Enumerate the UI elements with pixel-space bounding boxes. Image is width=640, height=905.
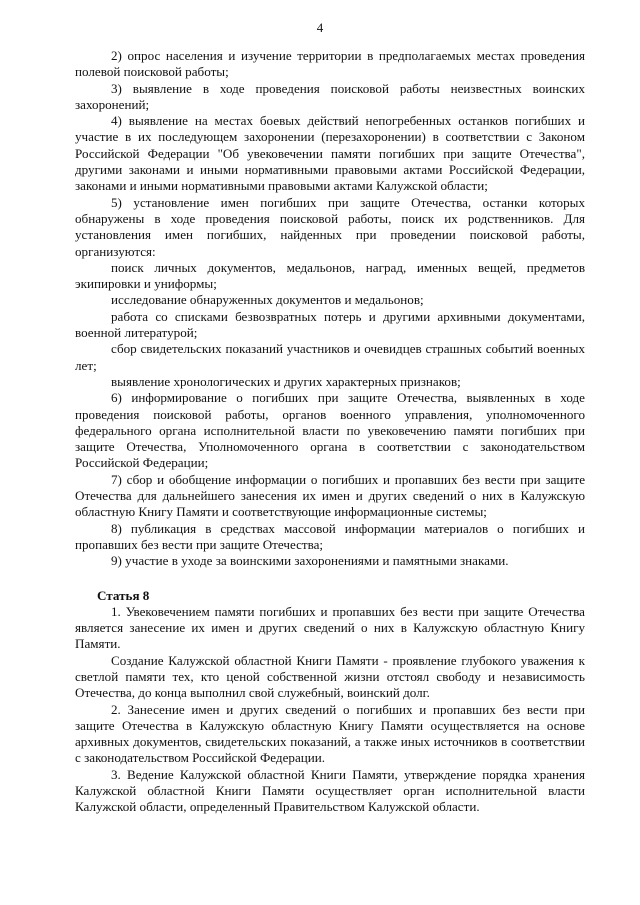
list-item: 7) сбор и обобщение информации о погибших и пропавших без вести при защите Отечества для дальнейшего занесения их имен и других сведений о них в Калужскую областную Книгу Памяти и соответствующие информационные системы; — [75, 471, 585, 520]
sub-list-item: выявление хронологических и других характерных признаков; — [111, 373, 461, 389]
list-item: 4) выявление на местах боевых действий непогребенных останков погибших и участие в их последующем захоронении (перезахоронении) в соответствии с Законом Российской Федерации "Об увековечении памяти погибших при защите Отечества", другими законами и иными нормативными правовыми актами Российской Федерации, законами и иными нормативными правовыми актами Калужской области; — [75, 113, 585, 194]
list-item: 9) участие в уходе за воинскими захоронениями и памятными знаками. — [111, 553, 509, 569]
list-item: 5) установление имен погибших при защите Отечества, останки которых обнаружены в ходе проведения поисковой работы, поиск их родственников. Для установления имен погибших, найденных при проведении поисковой работы, организуются: — [75, 194, 585, 259]
list-item: 3) выявление в ходе проведения поисковой работы неизвестных воинских захоронений; — [75, 80, 585, 112]
article-paragraph: 3. Ведение Калужской областной Книги Памяти, утверждение порядка хранения Калужской областной Книги Памяти осуществляет орган исполнительной власти Калужской области, определенный Правительством Калужской области. — [75, 766, 585, 815]
article-paragraph: 2. Занесение имен и других сведений о погибших и пропавших без вести при защите Отечества в Калужскую областную Книгу Памяти осуществляется на основе архивных документов, свидетельских показаний, а также иных источников в соответствии с законодательством Российской Федерации. — [75, 701, 585, 766]
sub-list-item: поиск личных документов, медальонов, наград, именных вещей, предметов экипировки и униформы; — [75, 259, 585, 292]
list-item: 2) опрос населения и изучение территории в предполагаемых местах проведения полевой поисковой работы; — [75, 48, 585, 80]
article-paragraph: 1. Увековечением памяти погибших и пропавших без вести при защите Отечества является занесение их имен и других сведений о них в Калужскую областную Книгу Памяти. — [75, 603, 585, 652]
list-item: 8) публикация в средствах массовой информации материалов о погибших и пропавших без вести при защите Отечества; — [75, 520, 585, 552]
sub-list-item: исследование обнаруженных документов и медальонов; — [111, 292, 424, 308]
sub-list-item: работа со списками безвозвратных потерь и другими архивными документами, военной литературой; — [75, 308, 585, 341]
article-heading: Статья 8 — [97, 587, 150, 603]
sub-list-item: сбор свидетельских показаний участников и очевидцев страшных событий военных лет; — [75, 341, 585, 373]
page-number: 4 — [316, 20, 324, 35]
list-item: 6) информирование о погибших при защите Отечества, выявленных в ходе проведения поисковой работы, органов военного управления, уполномоченного федерального органа исполнительной власти по увековечению памяти погибших при защите Отечества, Уполномоченного органа в соответствии с законодательством Российской Федерации; — [75, 390, 585, 471]
document-body — [75, 48, 585, 816]
article-paragraph: Создание Калужской областной Книги Памяти - проявление глубокого уважения к светлой памяти тех, кто ценой собственной жизни отстоял свободу и независимость Отечества, до конца выполнил свой служебный, воинский долг. — [75, 652, 585, 701]
